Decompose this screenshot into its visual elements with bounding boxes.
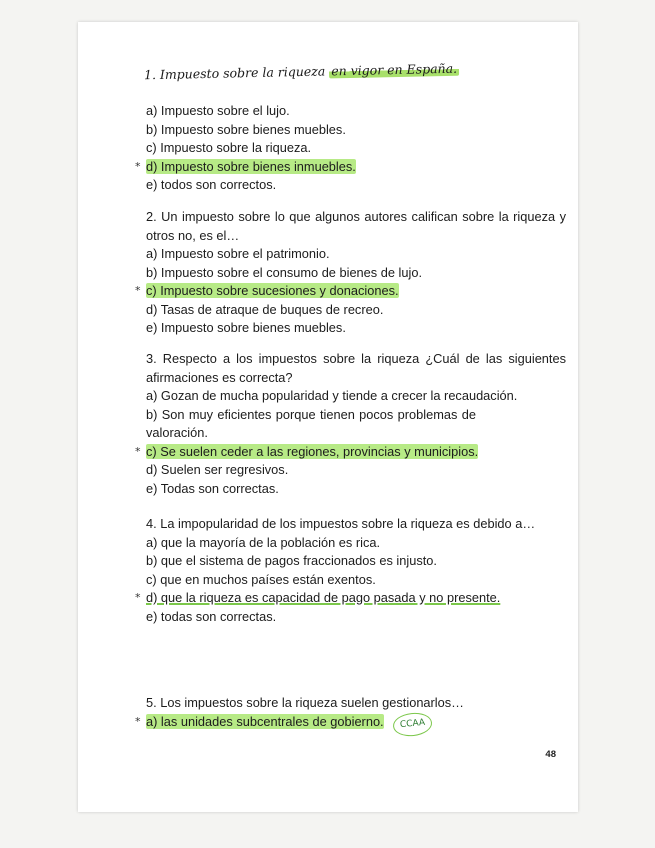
q1-option-c: c) Impuesto sobre la riqueza. xyxy=(146,140,312,155)
title-part-a: 1. Impuesto sobre la riqueza xyxy=(143,63,330,83)
question-3 xyxy=(135,350,566,498)
q5-option-a xyxy=(135,713,566,736)
q2-option-e: e) Impuesto sobre bienes muebles. xyxy=(146,320,346,335)
question-2 xyxy=(135,208,566,338)
question-5 xyxy=(135,694,566,735)
question-4 xyxy=(135,515,566,626)
q2-stem: 2. Un impuesto sobre lo que algunos autores califican sobre la riqueza y otros no, es el… xyxy=(146,209,566,243)
q1-option-a: a) Impuesto sobre el lujo. xyxy=(146,103,290,118)
q5-stem: 5. Los impuestos sobre la riqueza suelen gestionarlos… xyxy=(146,695,464,710)
q1-option-e: e) todos son correctos. xyxy=(146,177,277,192)
q3-stem: 3. Respecto a los impuestos sobre la riqueza ¿Cuál de las siguientes afirmaciones es correcta? xyxy=(146,351,566,385)
q2-option-a: a) Impuesto sobre el patrimonio. xyxy=(146,246,330,261)
answer-mark-icon: * xyxy=(135,284,141,297)
ccaa-annotation: CCAA xyxy=(392,711,433,737)
q4-option-d xyxy=(135,589,566,608)
answer-mark-icon: * xyxy=(135,714,141,728)
q1-option-d xyxy=(135,158,566,177)
q3-option-b: b) Son muy eficientes porque tienen pocos problemas de valoración. xyxy=(146,406,476,440)
q4-option-a: a) que la mayoría de la población es rica. xyxy=(146,534,381,550)
q3-option-d: d) Suelen ser regresivos. xyxy=(146,462,289,477)
handwritten-title xyxy=(144,61,459,83)
q4-stem: 4. La impopularidad de los impuestos sobre la riqueza es debido a… xyxy=(146,516,536,531)
q5-option-a-text: a) las unidades subcentrales de gobierno. xyxy=(146,713,384,729)
answer-mark-icon: * xyxy=(135,444,141,458)
q4-option-d-text: d) que la riqueza es capacidad de pago pasada y no presente. xyxy=(146,590,501,605)
q2-option-c-text: c) Impuesto sobre sucesiones y donaciones. xyxy=(146,283,399,298)
q2-option-c xyxy=(135,282,566,301)
q2-option-d: d) Tasas de atraque de buques de recreo. xyxy=(146,301,384,317)
q4-option-e: e) todas son correctas. xyxy=(146,608,277,624)
q3-option-c xyxy=(135,443,566,462)
q1-option-b: b) Impuesto sobre bienes muebles. xyxy=(146,121,346,137)
answer-mark-icon: * xyxy=(135,591,141,604)
scanned-page xyxy=(78,22,578,812)
q3-option-e: e) Todas son correctas. xyxy=(146,480,279,496)
q3-option-c-text: c) Se suelen ceder a las regiones, provincias y municipios. xyxy=(146,443,479,459)
q1-option-d-text: d) Impuesto sobre bienes inmuebles. xyxy=(146,158,356,174)
q3-option-a: a) Gozan de mucha popularidad y tiende a crecer la recaudación. xyxy=(146,388,518,403)
answer-mark-icon: * xyxy=(135,159,141,173)
question-1 xyxy=(135,102,566,195)
q4-option-b: b) que el sistema de pagos fraccionados es injusto. xyxy=(146,553,437,568)
title-part-b: en vigor en España. xyxy=(331,60,458,79)
q2-option-b: b) Impuesto sobre el consumo de bienes de lujo. xyxy=(146,264,423,280)
page-number: 48 xyxy=(545,749,556,760)
q4-option-c: c) que en muchos países están exentos. xyxy=(146,571,376,587)
